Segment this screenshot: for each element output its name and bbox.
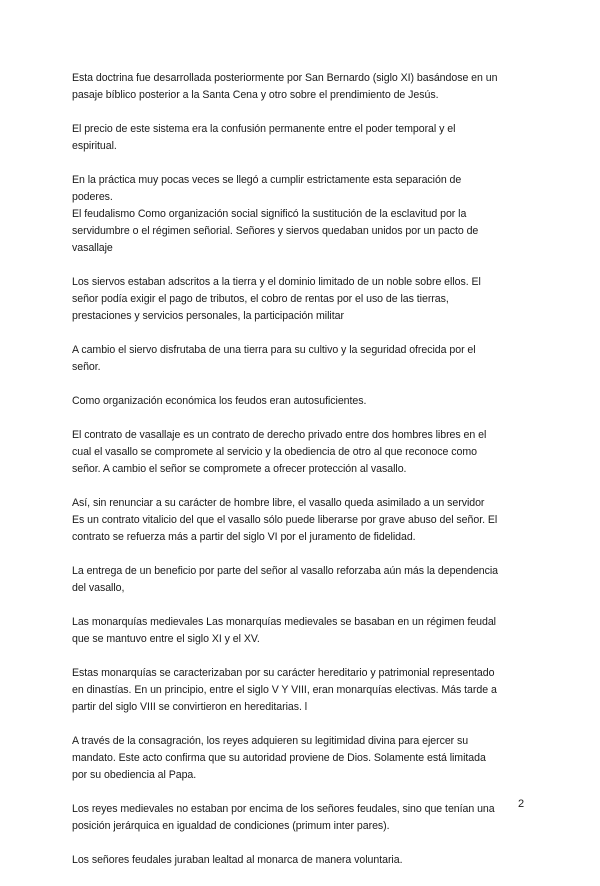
text-line: Estas monarquías se caracterizaban por su carácter hereditario y patrimonial representado [72, 667, 495, 679]
text-line: Las monarquías medievales Las monarquías medievales se basaban en un régimen feudal [72, 616, 496, 628]
text-line: El feudalismo Como organización social significó la sustitución de la esclavitud por la [72, 208, 467, 220]
text-line: El contrato de vasallaje es un contrato de derecho privado entre dos hombres libres en el [72, 429, 487, 441]
text-line: partir del siglo VIII se convirtieron en hereditarias. l [72, 701, 308, 713]
paragraph [72, 852, 532, 869]
text-line: espiritual. [72, 140, 117, 152]
text-line: servidumbre o el régimen señorial. Señores y siervos quedaban unidos por un pacto de [72, 225, 479, 237]
text-line: del vasallo, [72, 582, 125, 594]
page-number: 2 [518, 798, 525, 810]
paragraph [72, 563, 532, 597]
text-line: La entrega de un beneficio por parte del señor al vasallo reforzaba aún más la dependencia [72, 565, 499, 577]
text-line: posición jerárquica en igualdad de condiciones (primum inter pares). [72, 820, 390, 832]
text-line: poderes. [72, 191, 113, 203]
paragraph [72, 121, 532, 155]
text-line: En la práctica muy pocas veces se llegó a cumplir estrictamente esta separación de [72, 174, 462, 186]
text-line: Es un contrato vitalicio del que el vasallo sólo puede liberarse por grave abuso del señor. El [72, 514, 498, 526]
paragraph [72, 614, 532, 648]
text-line: Los señores feudales juraban lealtad al monarca de manera voluntaria. [72, 854, 403, 866]
text-line: contrato se refuerza más a partir del siglo VI por el juramento de fidelidad. [72, 531, 416, 543]
text-line: señor. [72, 361, 101, 373]
paragraph [72, 274, 532, 325]
paragraph [72, 172, 532, 257]
document-body [72, 70, 532, 886]
paragraph [72, 495, 532, 546]
text-line: A cambio el siervo disfrutaba de una tierra para su cultivo y la seguridad ofrecida por el [72, 344, 476, 356]
paragraph [72, 665, 532, 716]
text-line: cual el vasallo se compromete al servicio y la obediencia de otro al que reconoce como [72, 446, 477, 458]
text-line: señor. A cambio el señor se compromete a ofrecer protección al vasallo. [72, 463, 407, 475]
text-line: pasaje bíblico posterior a la Santa Cena y otro sobre el prendimiento de Jesús. [72, 89, 439, 101]
text-line: vasallaje [72, 242, 113, 254]
text-line: Los siervos estaban adscritos a la tierra y el dominio limitado de un noble sobre ellos. El [72, 276, 481, 288]
text-line: Esta doctrina fue desarrollada posteriormente por San Bernardo (siglo XI) basándose en un [72, 72, 498, 84]
text-line: prestaciones y servicios personales, la participación militar [72, 310, 344, 322]
text-line: Los reyes medievales no estaban por encima de los señores feudales, sino que tenían una [72, 803, 495, 815]
text-line: en dinastías. En un principio, entre el siglo V Y VIII, eran monarquías electivas. Más tarde a [72, 684, 497, 696]
text-line: señor podía exigir el pago de tributos, el cobro de rentas por el uso de las tierras, [72, 293, 449, 305]
text-line: que se mantuvo entre el siglo XI y el XV. [72, 633, 260, 645]
paragraph [72, 733, 532, 784]
text-line: mandato. Este acto confirma que su autoridad proviene de Dios. Solamente está limitada [72, 752, 486, 764]
paragraph [72, 70, 532, 104]
paragraph [72, 393, 532, 410]
paragraph [72, 342, 532, 376]
text-line: por su obediencia al Papa. [72, 769, 197, 781]
text-line: Como organización económica los feudos eran autosuficientes. [72, 395, 367, 407]
text-line: Así, sin renunciar a su carácter de hombre libre, el vasallo queda asimilado a un servidor [72, 497, 485, 509]
paragraph [72, 427, 532, 478]
text-line: El precio de este sistema era la confusión permanente entre el poder temporal y el [72, 123, 456, 135]
text-line: A través de la consagración, los reyes adquieren su legitimidad divina para ejercer su [72, 735, 469, 747]
paragraph [72, 801, 532, 835]
